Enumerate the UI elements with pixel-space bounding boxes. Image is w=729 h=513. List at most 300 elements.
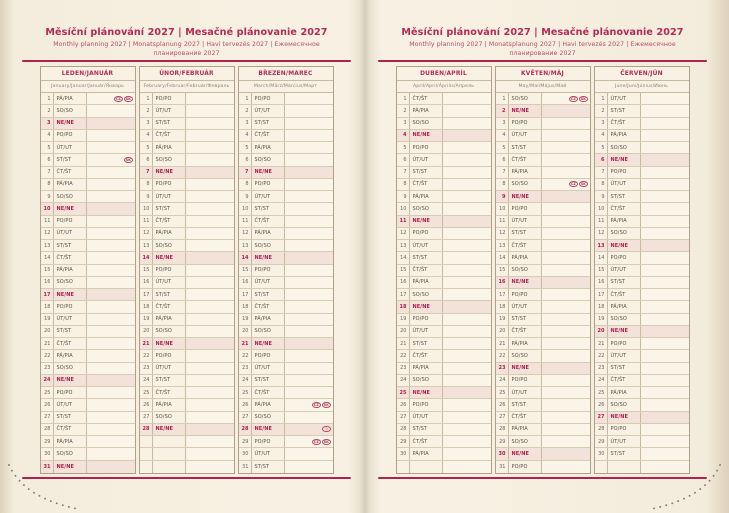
notes-cell bbox=[285, 252, 333, 263]
notes-cell bbox=[641, 363, 689, 374]
notes-cell bbox=[285, 375, 333, 386]
notes-cell bbox=[542, 363, 590, 374]
day-number: 25 bbox=[140, 387, 153, 398]
day-number: 21 bbox=[140, 338, 153, 349]
day-abbreviation: ST/ST bbox=[252, 461, 285, 473]
notes-cell bbox=[87, 216, 135, 227]
day-abbreviation: NE/NE bbox=[153, 338, 186, 349]
day-row bbox=[41, 363, 135, 375]
notes-cell bbox=[285, 448, 333, 459]
sk-badge-icon: SK bbox=[580, 182, 586, 187]
notes-cell bbox=[186, 412, 234, 423]
notes-cell bbox=[285, 142, 333, 153]
day-row bbox=[397, 289, 491, 301]
day-abbreviation: ČT/ŠT bbox=[252, 216, 285, 227]
day-number: 21 bbox=[239, 338, 252, 349]
notes-cell bbox=[443, 436, 491, 447]
day-abbreviation: ČT/ŠT bbox=[153, 216, 186, 227]
day-row bbox=[140, 93, 234, 105]
notes-cell bbox=[641, 350, 689, 361]
notes-cell bbox=[542, 216, 590, 227]
day-row bbox=[140, 179, 234, 191]
day-row bbox=[595, 314, 689, 326]
day-row bbox=[595, 130, 689, 142]
day-number: 4 bbox=[140, 130, 153, 141]
notes-cell bbox=[186, 387, 234, 398]
day-number: 9 bbox=[397, 191, 410, 202]
day-number: 3 bbox=[496, 118, 509, 129]
day-abbreviation: PÁ/PIA bbox=[608, 301, 641, 312]
empty-row bbox=[595, 461, 689, 473]
day-number: 25 bbox=[239, 387, 252, 398]
day-row bbox=[239, 461, 333, 473]
day-row bbox=[140, 154, 234, 166]
day-number: 2 bbox=[397, 105, 410, 116]
day-number: 27 bbox=[496, 412, 509, 423]
month-grid bbox=[496, 93, 590, 473]
day-number: 21 bbox=[595, 338, 608, 349]
day-row bbox=[140, 203, 234, 215]
notes-cell bbox=[285, 179, 333, 190]
day-number: 28 bbox=[239, 424, 252, 435]
day-number: 29 bbox=[397, 436, 410, 447]
day-row bbox=[397, 93, 491, 105]
day-abbreviation: ČT/ŠT bbox=[509, 154, 542, 165]
notes-cell bbox=[443, 252, 491, 263]
day-abbreviation: PÁ/PIA bbox=[153, 399, 186, 410]
day-row bbox=[239, 314, 333, 326]
notes-cell bbox=[542, 387, 590, 398]
day-abbreviation: PÁ/PIA bbox=[509, 252, 542, 263]
day-number: 4 bbox=[595, 130, 608, 141]
day-row bbox=[239, 167, 333, 179]
day-abbreviation: ČT/ŠT bbox=[608, 375, 641, 386]
notes-cell bbox=[443, 289, 491, 300]
day-abbreviation: ÚT/UT bbox=[410, 326, 443, 337]
notes-cell bbox=[285, 277, 333, 288]
notes-cell bbox=[87, 448, 135, 459]
day-abbreviation: ÚT/UT bbox=[608, 179, 641, 190]
day-row bbox=[41, 228, 135, 240]
day-number: 3 bbox=[239, 118, 252, 129]
notes-cell bbox=[87, 154, 135, 165]
notes-cell bbox=[87, 461, 135, 473]
day-number: 4 bbox=[41, 130, 54, 141]
day-number: 19 bbox=[140, 314, 153, 325]
day-row bbox=[595, 326, 689, 338]
notes-cell bbox=[443, 363, 491, 374]
notes-cell bbox=[443, 461, 491, 473]
day-row bbox=[239, 265, 333, 277]
day-number: 11 bbox=[239, 216, 252, 227]
day-abbreviation: NE/NE bbox=[252, 252, 285, 263]
day-abbreviation: PO/PO bbox=[252, 265, 285, 276]
day-row bbox=[496, 375, 590, 387]
notes-cell bbox=[542, 130, 590, 141]
day-number: 17 bbox=[239, 289, 252, 300]
day-abbreviation: PO/PO bbox=[252, 436, 285, 447]
notes-cell bbox=[87, 191, 135, 202]
day-row bbox=[41, 179, 135, 191]
day-abbreviation: ST/ST bbox=[608, 105, 641, 116]
day-number: 7 bbox=[595, 167, 608, 178]
day-number: 24 bbox=[239, 375, 252, 386]
day-number bbox=[140, 461, 153, 473]
day-abbreviation: PÁ/PIA bbox=[153, 314, 186, 325]
notes-cell bbox=[186, 448, 234, 459]
notes-cell bbox=[443, 216, 491, 227]
day-abbreviation: ČT/ŠT bbox=[54, 338, 87, 349]
notes-cell bbox=[443, 93, 491, 104]
day-row bbox=[397, 314, 491, 326]
day-number: 28 bbox=[397, 424, 410, 435]
notes-cell bbox=[542, 375, 590, 386]
month-table-february bbox=[139, 66, 235, 474]
day-abbreviation: SO/SO bbox=[410, 289, 443, 300]
notes-cell bbox=[285, 130, 333, 141]
day-number: 15 bbox=[397, 265, 410, 276]
day-abbreviation: ÚT/UT bbox=[410, 412, 443, 423]
day-abbreviation: ČT/ŠT bbox=[509, 240, 542, 251]
notes-cell bbox=[641, 326, 689, 337]
day-abbreviation: ÚT/UT bbox=[608, 350, 641, 361]
month-table-april bbox=[396, 66, 492, 474]
month-subtitle: April/April/Április/Апрель bbox=[397, 81, 491, 93]
day-row bbox=[595, 105, 689, 117]
day-number: 29 bbox=[41, 436, 54, 447]
notes-cell bbox=[186, 350, 234, 361]
day-abbreviation: ST/ST bbox=[252, 118, 285, 129]
notes-cell bbox=[443, 203, 491, 214]
day-number: 26 bbox=[496, 399, 509, 410]
day-row bbox=[140, 412, 234, 424]
day-row bbox=[496, 448, 590, 460]
day-abbreviation: NE/NE bbox=[410, 216, 443, 227]
day-abbreviation: PO/PO bbox=[509, 118, 542, 129]
day-abbreviation: PÁ/PIA bbox=[608, 216, 641, 227]
notes-cell bbox=[87, 375, 135, 386]
day-number: 20 bbox=[397, 326, 410, 337]
day-row bbox=[41, 142, 135, 154]
notes-cell bbox=[641, 203, 689, 214]
notes-cell bbox=[186, 436, 234, 447]
day-number: 3 bbox=[397, 118, 410, 129]
day-number: 8 bbox=[140, 179, 153, 190]
day-row bbox=[496, 179, 590, 191]
notes-cell bbox=[186, 216, 234, 227]
day-row bbox=[595, 252, 689, 264]
day-row bbox=[595, 265, 689, 277]
day-number: 14 bbox=[595, 252, 608, 263]
day-number: 10 bbox=[140, 203, 153, 214]
page-title: Měsíční plánování 2027 | Mesačné plánovanie 2027 bbox=[45, 27, 328, 38]
day-number: 16 bbox=[41, 277, 54, 288]
day-number: 6 bbox=[41, 154, 54, 165]
day-abbreviation: NE/NE bbox=[252, 338, 285, 349]
day-number: 16 bbox=[397, 277, 410, 288]
day-abbreviation: ÚT/UT bbox=[153, 105, 186, 116]
day-number: 12 bbox=[239, 228, 252, 239]
month-subtitle: June/Juni/Június/Июнь bbox=[595, 81, 689, 93]
clock-badge-icon: ◷ bbox=[322, 426, 331, 432]
sk-badge-icon: SK bbox=[125, 96, 131, 101]
day-abbreviation: PO/PO bbox=[54, 301, 87, 312]
day-number: 13 bbox=[496, 240, 509, 251]
notes-cell bbox=[641, 130, 689, 141]
day-abbreviation: PÁ/PIA bbox=[252, 399, 285, 410]
day-abbreviation: PÁ/PIA bbox=[54, 436, 87, 447]
day-abbreviation: ÚT/UT bbox=[509, 216, 542, 227]
day-abbreviation: SO/SO bbox=[153, 412, 186, 423]
day-abbreviation: NE/NE bbox=[509, 363, 542, 374]
notes-cell bbox=[641, 252, 689, 263]
day-abbreviation: SO/SO bbox=[153, 326, 186, 337]
day-abbreviation: ČT/ŠT bbox=[509, 326, 542, 337]
day-row bbox=[397, 375, 491, 387]
day-row bbox=[496, 252, 590, 264]
day-number: 16 bbox=[239, 277, 252, 288]
day-row bbox=[496, 265, 590, 277]
day-number: 21 bbox=[397, 338, 410, 349]
day-row bbox=[595, 203, 689, 215]
day-row bbox=[595, 167, 689, 179]
day-row bbox=[239, 105, 333, 117]
day-number: 14 bbox=[140, 252, 153, 263]
day-abbreviation: ÚT/UT bbox=[252, 277, 285, 288]
page-subtitle: Monthly planning 2027 | Monatsplanung 2027 | Havi tervezés 2027 | Ежемесячное планирование 2027 bbox=[409, 41, 676, 57]
notes-cell bbox=[285, 326, 333, 337]
day-number: 21 bbox=[41, 338, 54, 349]
day-number: 13 bbox=[397, 240, 410, 251]
notes-cell bbox=[641, 424, 689, 435]
notes-cell bbox=[542, 461, 590, 473]
notes-cell bbox=[87, 252, 135, 263]
notes-cell bbox=[87, 228, 135, 239]
notes-cell bbox=[285, 314, 333, 325]
day-abbreviation: ČT/ŠT bbox=[54, 424, 87, 435]
day-row bbox=[41, 265, 135, 277]
day-row bbox=[239, 154, 333, 166]
day-abbreviation: ÚT/UT bbox=[252, 448, 285, 459]
day-abbreviation: PÁ/PIA bbox=[410, 363, 443, 374]
day-abbreviation: NE/NE bbox=[410, 387, 443, 398]
month-title: KVĚTEN/MÁJ bbox=[496, 67, 590, 81]
day-number: 20 bbox=[496, 326, 509, 337]
day-abbreviation: ST/ST bbox=[509, 314, 542, 325]
day-row bbox=[496, 228, 590, 240]
day-number: 18 bbox=[41, 301, 54, 312]
day-number: 31 bbox=[41, 461, 54, 473]
day-number: 11 bbox=[595, 216, 608, 227]
day-abbreviation: PO/PO bbox=[153, 350, 186, 361]
day-row bbox=[496, 326, 590, 338]
day-number: 27 bbox=[595, 412, 608, 423]
day-number: 16 bbox=[496, 277, 509, 288]
notes-cell bbox=[641, 277, 689, 288]
day-row bbox=[239, 118, 333, 130]
notes-cell bbox=[186, 363, 234, 374]
day-abbreviation: PO/PO bbox=[608, 252, 641, 263]
notes-cell bbox=[87, 130, 135, 141]
notes-cell bbox=[186, 142, 234, 153]
notes-cell bbox=[443, 326, 491, 337]
notes-cell bbox=[87, 399, 135, 410]
day-row bbox=[41, 289, 135, 301]
day-number: 17 bbox=[41, 289, 54, 300]
day-number: 27 bbox=[239, 412, 252, 423]
day-number: 19 bbox=[41, 314, 54, 325]
day-number: 28 bbox=[496, 424, 509, 435]
day-number: 9 bbox=[239, 191, 252, 202]
day-number: 23 bbox=[496, 363, 509, 374]
day-abbreviation: PÁ/PIA bbox=[153, 228, 186, 239]
day-number: 13 bbox=[239, 240, 252, 251]
day-number: 1 bbox=[140, 93, 153, 104]
day-row bbox=[595, 216, 689, 228]
notes-cell bbox=[443, 412, 491, 423]
day-number: 26 bbox=[595, 399, 608, 410]
notes-cell bbox=[87, 350, 135, 361]
day-abbreviation: PO/PO bbox=[252, 350, 285, 361]
notes-cell bbox=[443, 167, 491, 178]
notes-cell bbox=[641, 216, 689, 227]
day-row bbox=[595, 387, 689, 399]
day-row bbox=[140, 375, 234, 387]
notes-cell bbox=[186, 154, 234, 165]
day-number: 9 bbox=[41, 191, 54, 202]
day-row bbox=[397, 338, 491, 350]
day-number: 9 bbox=[496, 191, 509, 202]
notes-cell bbox=[87, 277, 135, 288]
day-number: 19 bbox=[239, 314, 252, 325]
notes-cell bbox=[87, 436, 135, 447]
day-number: 26 bbox=[140, 399, 153, 410]
day-row bbox=[397, 363, 491, 375]
day-abbreviation: ST/ST bbox=[410, 424, 443, 435]
month-subtitle: February/Februar/Február/Февраль bbox=[140, 81, 234, 93]
day-row bbox=[41, 154, 135, 166]
day-number: 5 bbox=[397, 142, 410, 153]
day-abbreviation: NE/NE bbox=[410, 301, 443, 312]
day-number: 11 bbox=[140, 216, 153, 227]
day-abbreviation bbox=[608, 461, 641, 473]
day-row bbox=[140, 216, 234, 228]
day-abbreviation: PÁ/PIA bbox=[252, 228, 285, 239]
day-abbreviation: SO/SO bbox=[608, 228, 641, 239]
day-row bbox=[239, 191, 333, 203]
day-abbreviation: NE/NE bbox=[153, 167, 186, 178]
day-number: 12 bbox=[595, 228, 608, 239]
day-number: 28 bbox=[41, 424, 54, 435]
day-number: 22 bbox=[496, 350, 509, 361]
day-abbreviation: NE/NE bbox=[54, 461, 87, 473]
day-abbreviation: NE/NE bbox=[54, 289, 87, 300]
day-number: 23 bbox=[140, 363, 153, 374]
notes-cell bbox=[542, 350, 590, 361]
notes-cell bbox=[186, 167, 234, 178]
notes-cell bbox=[542, 252, 590, 263]
month-title: BŘEZEN/MAREC bbox=[239, 67, 333, 81]
day-number: 22 bbox=[595, 350, 608, 361]
day-row bbox=[41, 118, 135, 130]
notes-cell bbox=[443, 375, 491, 386]
day-number: 20 bbox=[140, 326, 153, 337]
notes-cell bbox=[641, 338, 689, 349]
months-row bbox=[30, 66, 343, 474]
day-number: 19 bbox=[496, 314, 509, 325]
day-number: 6 bbox=[496, 154, 509, 165]
notes-cell bbox=[443, 265, 491, 276]
day-number: 20 bbox=[595, 326, 608, 337]
day-abbreviation: ČT/ŠT bbox=[509, 412, 542, 423]
day-row bbox=[496, 289, 590, 301]
day-abbreviation: NE/NE bbox=[54, 375, 87, 386]
day-abbreviation: ÚT/UT bbox=[509, 387, 542, 398]
day-number: 8 bbox=[496, 179, 509, 190]
day-row bbox=[239, 203, 333, 215]
day-abbreviation: SO/SO bbox=[252, 412, 285, 423]
day-abbreviation: ST/ST bbox=[410, 338, 443, 349]
notes-cell bbox=[443, 105, 491, 116]
day-number bbox=[140, 436, 153, 447]
notes-cell bbox=[443, 399, 491, 410]
notes-cell bbox=[641, 412, 689, 423]
notes-cell bbox=[87, 289, 135, 300]
page-title: Měsíční plánování 2027 | Mesačné plánovanie 2027 bbox=[401, 27, 684, 38]
notes-cell bbox=[285, 350, 333, 361]
day-row bbox=[140, 265, 234, 277]
day-row bbox=[239, 436, 333, 448]
day-number: 1 bbox=[41, 93, 54, 104]
day-abbreviation: ST/ST bbox=[509, 228, 542, 239]
day-row bbox=[140, 191, 234, 203]
day-number: 2 bbox=[41, 105, 54, 116]
day-number: 28 bbox=[595, 424, 608, 435]
notes-cell bbox=[186, 314, 234, 325]
day-abbreviation: ST/ST bbox=[252, 289, 285, 300]
cz-badge-icon: CZ bbox=[313, 402, 319, 407]
day-number: 20 bbox=[239, 326, 252, 337]
day-row bbox=[397, 130, 491, 142]
month-subtitle: March/März/Március/Март bbox=[239, 81, 333, 93]
cz-badge-icon: CZ bbox=[570, 182, 576, 187]
notes-cell bbox=[443, 179, 491, 190]
notes-cell bbox=[641, 436, 689, 447]
day-number: 31 bbox=[496, 461, 509, 473]
day-abbreviation: ÚT/UT bbox=[153, 191, 186, 202]
day-row bbox=[140, 338, 234, 350]
notes-cell bbox=[87, 203, 135, 214]
day-number: 23 bbox=[41, 363, 54, 374]
month-grid bbox=[397, 93, 491, 473]
day-row bbox=[397, 412, 491, 424]
day-abbreviation: ČT/ŠT bbox=[252, 130, 285, 141]
notes-cell bbox=[186, 375, 234, 386]
day-abbreviation: NE/NE bbox=[153, 424, 186, 435]
notes-cell bbox=[443, 350, 491, 361]
day-number: 27 bbox=[41, 412, 54, 423]
notes-cell bbox=[641, 448, 689, 459]
day-number: 17 bbox=[397, 289, 410, 300]
day-abbreviation: ČT/ŠT bbox=[54, 167, 87, 178]
day-abbreviation: PÁ/PIA bbox=[410, 277, 443, 288]
day-number: 23 bbox=[595, 363, 608, 374]
day-number: 30 bbox=[496, 448, 509, 459]
day-row bbox=[595, 363, 689, 375]
day-row bbox=[496, 118, 590, 130]
day-row bbox=[41, 105, 135, 117]
day-row bbox=[397, 154, 491, 166]
